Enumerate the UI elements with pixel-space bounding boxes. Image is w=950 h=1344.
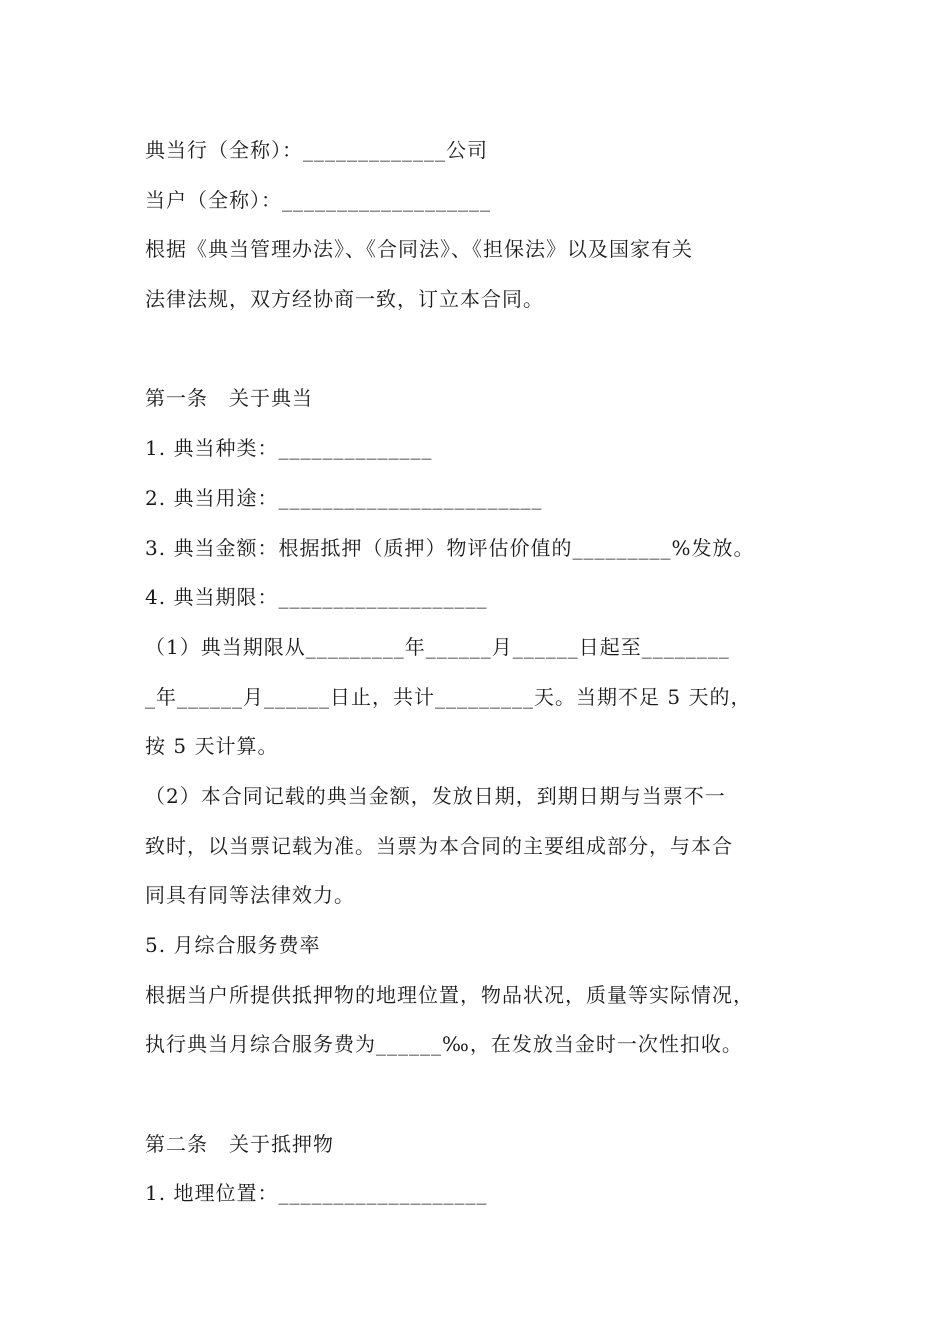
pawn-term-line: 4. 典当期限：___________________ — [145, 585, 488, 610]
pawn-amount-line: 3. 典当金额：根据抵押（质押）物评估价值的_________%发放。 — [145, 535, 755, 560]
pawnshop-name-line: 典当行（全称）：_____________公司 — [145, 138, 488, 162]
spacer — [145, 1070, 825, 1120]
service-fee-line-1: 根据当户所提供抵押物的地理位置，物品状况，质量等实际情况， — [145, 982, 754, 1007]
contract-page — [145, 126, 825, 1219]
article-1-title: 第一条 关于典当 — [145, 386, 313, 411]
service-fee-line-2: 执行典当月综合服务费为______‰，在发放当金时一次性扣收。 — [145, 1032, 743, 1057]
spacer — [145, 325, 825, 375]
article-2-title: 第二条 关于抵押物 — [145, 1131, 334, 1156]
pawn-type-line: 1. 典当种类：______________ — [145, 436, 433, 461]
term-clause-1-line-1: （1）典当期限从_________年______月______日起至________ — [145, 634, 730, 659]
location-line: 1. 地理位置：___________________ — [145, 1181, 488, 1206]
pawn-purpose-line: 2. 典当用途：________________________ — [145, 485, 543, 510]
term-clause-2-line-1: （2）本合同记载的典当金额，发放日期，到期日期与当票不一 — [145, 783, 726, 808]
term-clause-2-line-2: 致时，以当票记载为准。当票为本合同的主要组成部分，与本合 — [145, 833, 733, 858]
term-clause-1-line-2: _年______月______日止，共计_________天。当期不足 5 天的， — [145, 684, 752, 709]
term-clause-2-line-3: 同具有同等法律效力。 — [145, 883, 355, 908]
legal-basis-line-1: 根据《典当管理办法》、《合同法》、《担保法》以及国家有关 — [145, 237, 693, 262]
term-clause-1-line-3: 按 5 天计算。 — [145, 734, 279, 759]
legal-basis-line-2: 法律法规，双方经协商一致，订立本合同。 — [145, 287, 544, 312]
pawner-name-line: 当户（全称）：___________________ — [145, 187, 491, 212]
service-fee-rate-title: 5. 月综合服务费率 — [145, 933, 321, 957]
